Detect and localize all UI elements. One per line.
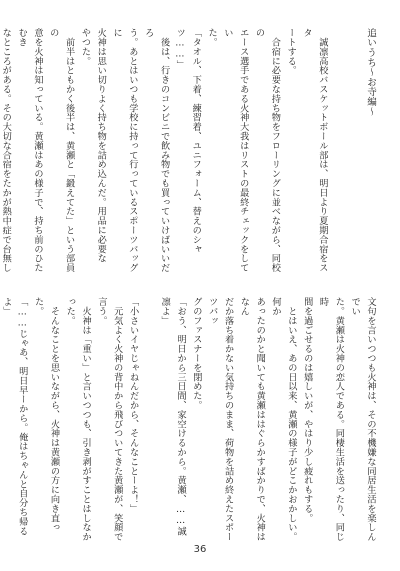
text-line: やつた。 (79, 28, 91, 66)
text-line: 火神は思い切りよく持ち物を詰め込んだ。用品に必要な (95, 28, 107, 263)
text-line: 追いうち〜お寺編〜 (365, 28, 376, 117)
text-line: 後は、行きのコンビニで飲み物でも買っていけばいいだろ (142, 28, 170, 273)
text-line: 「おう、明日から三日間、家空けるから。黄瀬、……誠 (175, 297, 187, 536)
text-line: 前半はともかく後半は、黄瀬と「鍛えてた」という部員の (47, 28, 75, 273)
text-line: エース選手である火神大我はリストの最終チェックをしてい (221, 28, 249, 273)
text-line: 「タオル、下着、練習着、ユニフォーム、替えのシャツ……」 (174, 28, 202, 254)
text-line: とはいえ、あの日以来、黄瀬の様子がどこかおかしい。何か (270, 297, 297, 542)
page-number: 36 (193, 544, 207, 555)
lower-text-column (0, 297, 378, 542)
text-line: 合宿に必要な持ち物をフローリングに並べながら、同校の (253, 28, 281, 273)
text-line: た。黄瀬は火神の恋人である。同棲生活を送ったり、同じ時 (317, 297, 345, 542)
text-line: 火神は「重い」と言いつつも、引き剥がすことはしなかった。 (64, 297, 92, 542)
text-line: 「小さいイヤじゃねんだから、そんなことーよ！」 (127, 297, 139, 514)
text-line: 元気よく火神の背中から飛びついてきた黄瀬が、笑顔で言う。 (95, 297, 123, 542)
text-line (346, 28, 362, 276)
upper-text-column (0, 28, 378, 276)
text-line: グのファスナーを閉めた。 (190, 297, 202, 410)
text-line: そんなことを思いながら、火神は黄瀬の方に向き直った。 (32, 297, 60, 532)
text-line: う。あとはいつも学校に持って行っているスポーツバッグに (111, 28, 138, 273)
text-line: 文句を言いつつも火神は、その不機嫌な同居生活を楽しんでい (349, 297, 376, 542)
text-line: 凛よ」 (159, 297, 171, 326)
text-line: なところがある。その大切な合宿をたかが熱中症で台無し (0, 28, 12, 273)
text-line: あったのかと聞いても黄瀬ははぐらかすばかりで、火神はなん (238, 297, 266, 542)
text-line: た。 (206, 28, 218, 47)
text-line (141, 297, 157, 542)
text-line: ートする。 (285, 28, 297, 75)
text-line: だか落ち着かない気持ちのまま、荷物を詰め終えたスポーツバッ (206, 297, 234, 542)
text-line: 誠凛高校バスケットボール部は、明日より夏期合宿をスタ (301, 28, 328, 273)
text-line: 間を過ごせるのは嬉しいが、やはり少し疲れもする。 (301, 297, 313, 523)
text-line: 「……じゃあ、明日早ーから。俺はちゃんと自分ち帰るよ」 (0, 297, 28, 536)
text-line: 意を火神は知っている。黄瀬はあの様子で、持ち前のひたむき (16, 28, 43, 273)
text-line (330, 28, 346, 276)
